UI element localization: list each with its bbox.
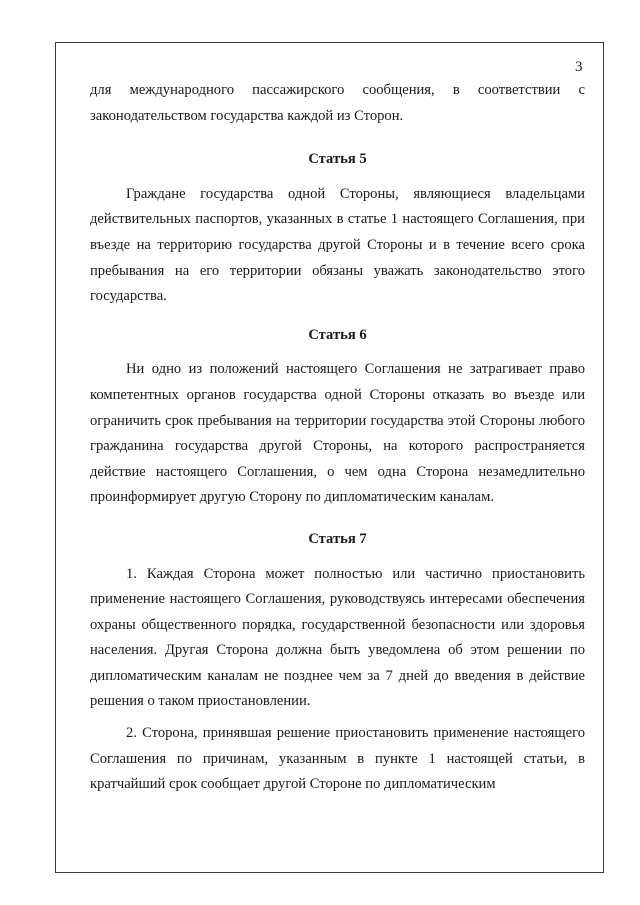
article-7-paragraph-1: 1. Каждая Сторона может полностью или частично приостановить применение настоящего Соглашения, руководствуясь интересами обеспечения охраны общественного порядка, государственной безопасности или здоровья населения. Другая Сторона должна быть уведомлена об этом решении по дипломатическим каналам не позднее чем за 7 дней до введения в действие решения о таком приостановлении.: [90, 565, 585, 710]
continuation-paragraph: для международного пассажирского сообщения, в соответствии с законодательством государства каждой из Сторон.: [90, 82, 585, 124]
page-number: 3: [575, 59, 583, 75]
article-6-paragraph: Ни одно из положений настоящего Соглашения не затрагивает право компетентных органов государства одной Стороны отказать во въезде или ограничить срок пребывания на территории государства этой Стороны любого гражданина государства другой Стороны, на которого распространяется действие настоящего Соглашения, о чем одна Сторона незамедлительно проинформирует другую Сторону по дипломатическим каналам.: [90, 361, 585, 506]
article-6-heading: Статья 6: [308, 326, 367, 343]
article-5-heading: Статья 5: [308, 151, 367, 168]
article-7-paragraph-2: 2. Сторона, принявшая решение приостановить применение настоящего Соглашения по причинам, указанным в пункте 1 настоящей статьи, в кратчайший срок сообщает другой Стороне по дипломатическим: [90, 725, 585, 793]
document-body: [90, 78, 585, 798]
article-7-heading: Статья 7: [308, 530, 367, 547]
article-5-paragraph: Граждане государства одной Стороны, являющиеся владельцами действительных паспортов, указанных в статье 1 настоящего Соглашения, при въезде на территорию государства другой Стороны и в течение всего срока пребывания на его территории обязаны уважать законодательство этого государства.: [90, 185, 585, 305]
